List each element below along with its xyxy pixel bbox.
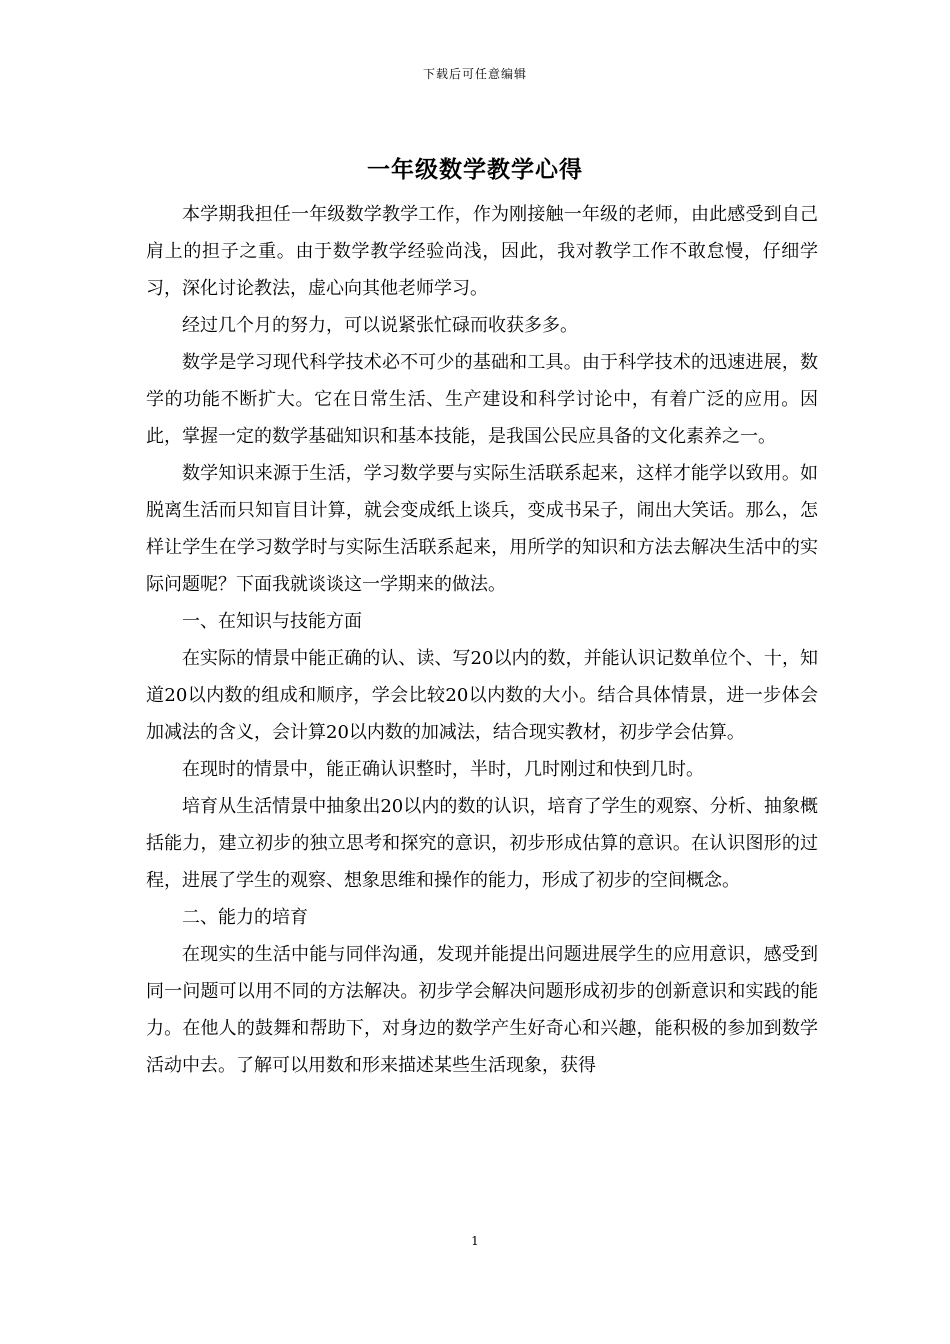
- paragraph: 在现实的生活中能与同伴沟通，发现并能提出问题进展学生的应用意识，感受到同一问题可以用不同的方法解决。初步学会解决问题形成初步的创新意识和实践的能力。在他人的鼓舞和帮助下，对身边的数学产生好奇心和兴趣，能积极的参加到数学活动中去。了解可以用数和形来描述某些生活现象，获得: [146, 944, 818, 1076]
- paragraph: 数学是学习现代科学技术必不可少的基础和工具。由于科学技术的迅速进展，数学的功能不断扩大。它在日常生活、生产建设和科学讨论中，有着广泛的应用。因此，掌握一定的数学基础知识和基本技能，是我国公民应具备的文化素养之一。: [146, 352, 818, 447]
- document-body: [146, 196, 818, 1084]
- paragraph: 在实际的情景中能正确的认、读、写20以内的数，并能认识记数单位个、十，知道20以内数的组成和顺序，学会比较20以内数的大小。结合具体情景，进一步体会加减法的含义，会计算20以内数的加减法，结合现实教材，初步学会估算。: [146, 648, 818, 743]
- paragraph: 培育从生活情景中抽象出20以内的数的认识，培育了学生的观察、分析、抽象概括能力，建立初步的独立思考和探究的意识，初步形成估算的意识。在认识图形的过程，进展了学生的观察、想象思维和操作的能力，形成了初步的空间概念。: [146, 796, 818, 891]
- header-note: 下载后可任意编辑: [422, 67, 527, 81]
- section-heading: 一、在知识与技能方面: [182, 611, 362, 632]
- page-number: 1: [471, 1234, 479, 1248]
- paragraph: 经过几个月的努力，可以说紧张忙碌而收获多多。: [182, 315, 578, 336]
- section-heading: 二、能力的培育: [182, 907, 308, 928]
- document-title: 一年级数学教学心得: [367, 156, 583, 183]
- paragraph: 在现时的情景中，能正确认识整时，半时，几时刚过和快到几时。: [182, 759, 704, 780]
- paragraph: 本学期我担任一年级数学教学工作，作为刚接触一年级的老师，由此感受到自己肩上的担子之重。由于数学教学经验尚浅，因此，我对教学工作不敢怠慢，仔细学习，深化讨论教法，虚心向其他老师学习。: [146, 204, 818, 299]
- paragraph: 数学知识来源于生活，学习数学要与实际生活联系起来，这样才能学以致用。如脱离生活而只知盲目计算，就会变成纸上谈兵，变成书呆子，闹出大笑话。那么，怎样让学生在学习数学时与实际生活联系起来，用所学的知识和方法去解决生活中的实际问题呢？下面我就谈谈这一学期来的做法。: [146, 463, 818, 595]
